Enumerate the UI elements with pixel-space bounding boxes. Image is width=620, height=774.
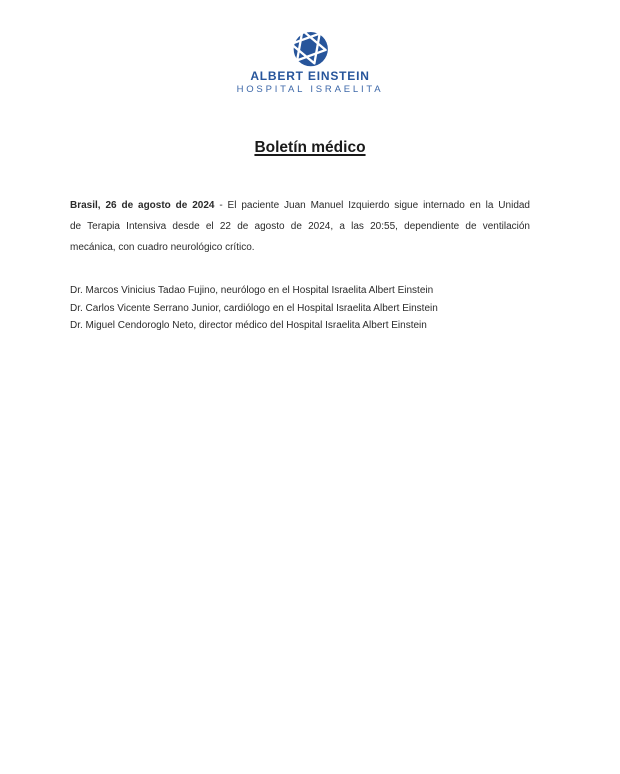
date-lead: Brasil, 26 de agosto de 2024 <box>70 200 215 211</box>
hospital-name: ALBERT EINSTEIN <box>250 69 370 83</box>
star-of-david-globe-icon <box>291 29 329 67</box>
bulletin-title: Boletín médico <box>254 139 366 156</box>
signatory-line: Dr. Carlos Vicente Serrano Junior, cardiólogo en el Hospital Israelita Albert Einstein <box>70 302 438 314</box>
paragraph-line-1-text: - El paciente Juan Manuel Izquierdo sigue internado en la Unidad <box>214 200 530 211</box>
paragraph-line-2: de Terapia Intensiva desde el 22 de agosto de 2024, a las 20:55, dependiente de ventilación <box>70 221 530 232</box>
paragraph-line-1 <box>70 195 530 216</box>
hospital-logo <box>0 0 620 96</box>
signatories-list <box>70 282 550 335</box>
paragraph-line-3: mecánica, con cuadro neurológico crítico. <box>70 242 255 253</box>
hospital-subtitle: HOSPITAL ISRAELITA <box>236 84 384 95</box>
signatory-line: Dr. Miguel Cendoroglo Neto, director médico del Hospital Israelita Albert Einstein <box>70 320 427 331</box>
signatory-line: Dr. Marcos Vinicius Tadao Fujino, neurólogo en el Hospital Israelita Albert Einstein <box>70 285 434 296</box>
bulletin-paragraph <box>70 195 530 258</box>
